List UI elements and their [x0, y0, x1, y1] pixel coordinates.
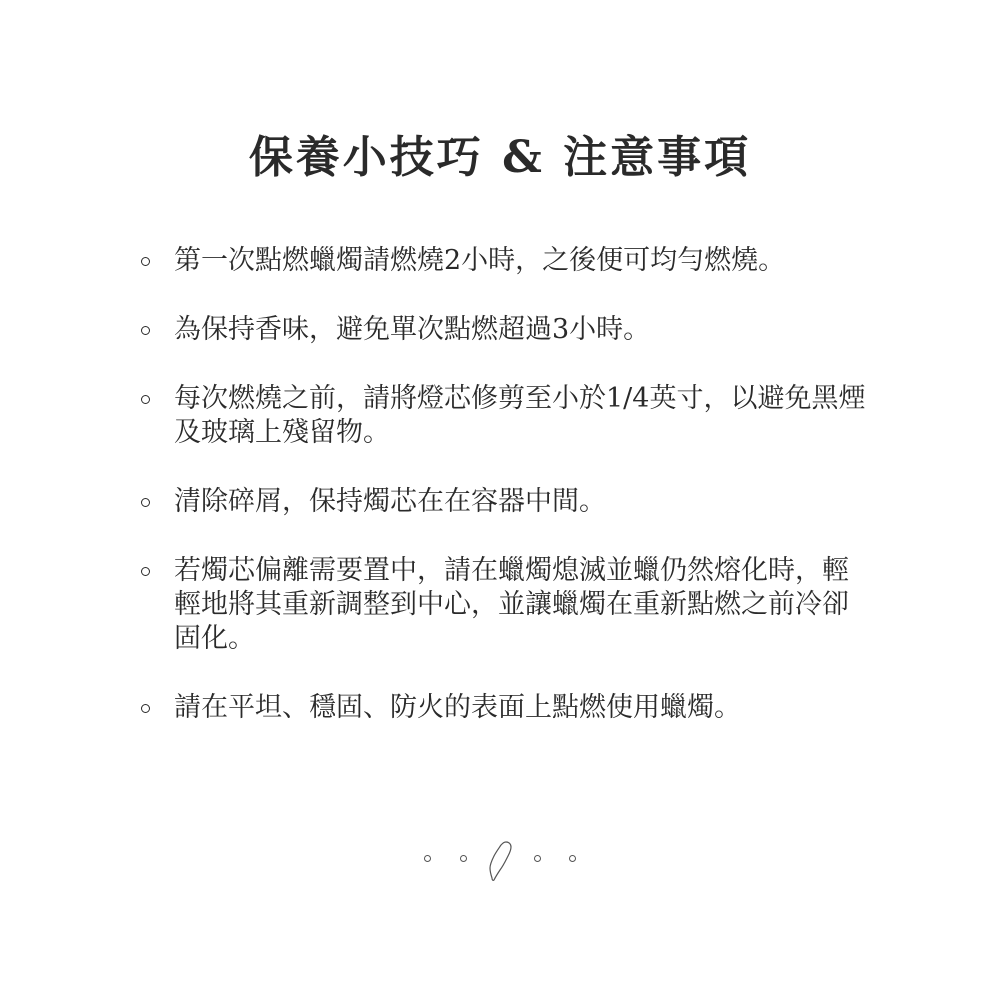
dot-icon: [424, 855, 431, 862]
tip-text: 每次燃燒之前，請將燈芯修剪至小於1/4英寸，以避免黑煙及玻璃上殘留物。: [174, 383, 866, 448]
tip-text: 清除碎屑，保持燭芯在在容器中間。: [174, 486, 606, 517]
taiwan-island-icon: [484, 840, 516, 882]
tip-text: 若燭芯偏離需要置中，請在蠟燭熄滅並蠟仍然熔化時，輕輕地將其重新調整到中心，並讓蠟燭在重新點燃之前冷卻固化。: [174, 555, 849, 654]
dot-icon: [534, 855, 541, 862]
circle-bullet-icon: [141, 498, 150, 507]
circle-bullet-icon: [141, 704, 150, 713]
circle-bullet-icon: [141, 326, 150, 335]
circle-bullet-icon: [141, 257, 150, 266]
tips-list: [138, 244, 873, 760]
dot-icon: [460, 855, 467, 862]
tip-text: 為保持香味，避免單次點燃超過3小時。: [174, 314, 651, 345]
circle-bullet-icon: [141, 567, 150, 576]
tip-item: [138, 382, 873, 450]
tip-item: [138, 313, 873, 347]
dot-icon: [569, 855, 576, 862]
tip-text: 第一次點燃蠟燭請燃燒2小時，之後便可均勻燃燒。: [174, 245, 786, 276]
circle-bullet-icon: [141, 395, 150, 404]
tip-item: [138, 244, 873, 278]
tip-item: [138, 485, 873, 519]
page-title: 保養小技巧 & 注意事項: [248, 132, 752, 183]
tip-item: [138, 691, 873, 725]
tip-text: 請在平坦、穩固、防火的表面上點燃使用蠟燭。: [174, 692, 741, 723]
footer-decoration: [0, 838, 1000, 882]
tip-item: [138, 554, 873, 656]
